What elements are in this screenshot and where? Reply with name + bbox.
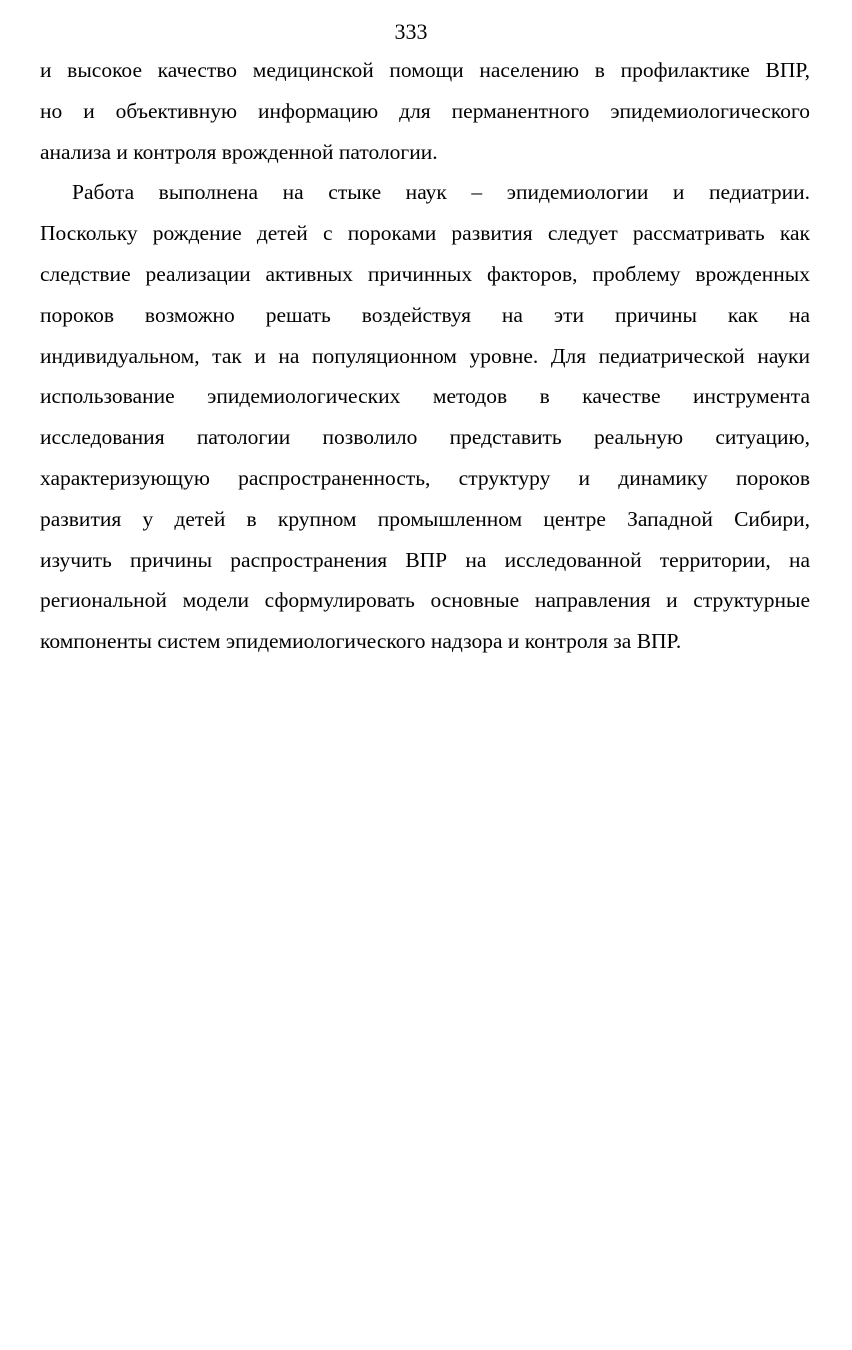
text-line: Поскольку рождение детей с пороками развития следует рассматривать как — [40, 221, 810, 246]
text-line: но и объективную информацию для перманентного эпидемиологического — [40, 98, 810, 123]
text-line: пороков возможно решать воздействуя на эти причины как на — [40, 302, 810, 327]
text-line: характеризующую распространенность, структуру и динамику пороков — [40, 465, 810, 490]
text-line: региональной модели сформулировать основные направления и структурные — [40, 588, 810, 613]
text-line: и высокое качество медицинской помощи населению в профилактике ВПР, — [40, 58, 810, 82]
paragraph-1 — [40, 50, 810, 172]
text-line: компоненты систем эпидемиологического надзора и контроля за ВПР. — [40, 629, 682, 654]
text-line: индивидуальном, так и на популяционном уровне. Для педиатрической науки — [40, 343, 810, 368]
text-line: следствие реализации активных причинных факторов, проблему врожденных — [40, 261, 810, 286]
page-number: 333 — [394, 19, 428, 44]
text-line: развития у детей в крупном промышленном центре Западной Сибири, — [40, 506, 810, 531]
text-line: анализа и контроля врожденной патологии. — [40, 139, 438, 164]
paragraph-2 — [40, 172, 810, 662]
text-line: использование эпидемиологических методов в качестве инструмента — [40, 384, 810, 409]
body-text — [40, 50, 810, 662]
text-line: Работа выполнена на стыке наук – эпидемиологии и педиатрии. — [72, 180, 810, 205]
text-line: изучить причины распространения ВПР на исследованной территории, на — [40, 547, 810, 572]
text-line: исследования патологии позволило представить реальную ситуацию, — [40, 425, 810, 450]
